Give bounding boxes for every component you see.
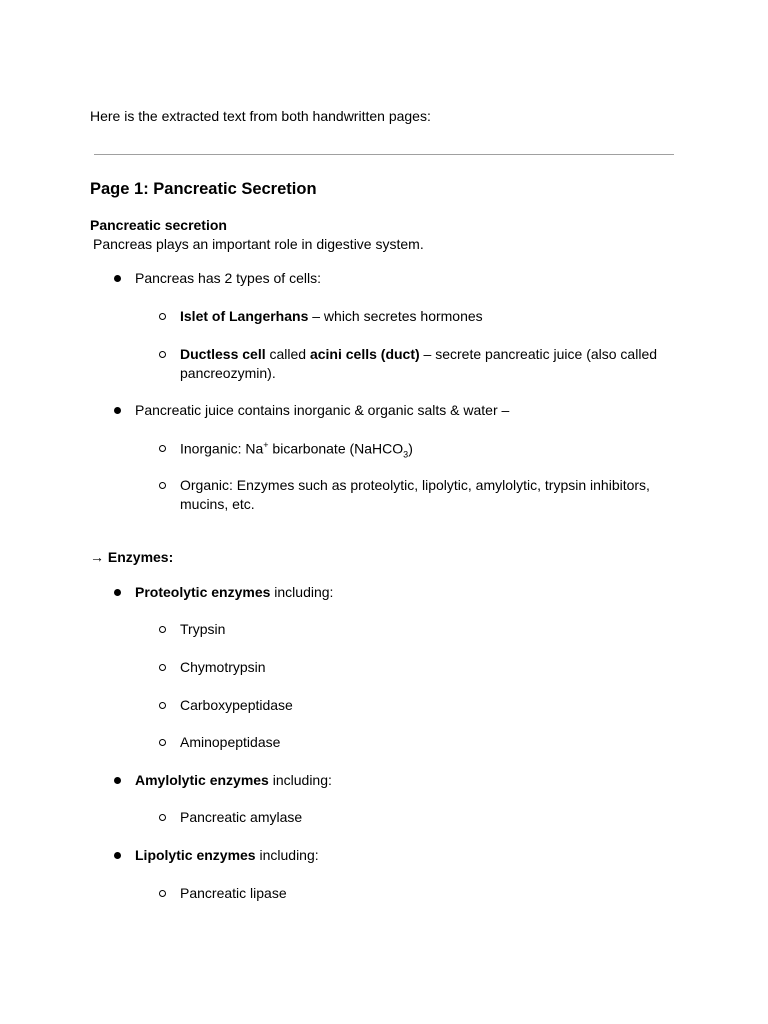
circle-bullet-icon (159, 739, 166, 746)
section-intro: Pancreas plays an important role in digestive system. (93, 236, 424, 252)
circle-bullet-icon (159, 890, 166, 897)
ductless-desc-line2: pancreozymin). (180, 365, 276, 381)
ductless-term: Ductless cell (180, 346, 266, 362)
bullet-dot-icon (114, 589, 121, 596)
acini-term: acini cells (duct) (309, 346, 420, 362)
inorganic-pre: Inorganic: Na (180, 440, 264, 457)
list-item-lipolytic (135, 847, 319, 863)
list-item-trypsin: Trypsin (180, 621, 226, 637)
circle-bullet-icon (159, 313, 166, 320)
list-item-organic-line2: mucins, etc. (180, 496, 255, 512)
bullet-dot-icon (114, 407, 121, 414)
list-item-aminopeptidase: Aminopeptidase (180, 734, 281, 750)
list-item-proteolytic (135, 584, 333, 600)
circle-bullet-icon (159, 351, 166, 358)
proteolytic-term: Proteolytic enzymes (135, 584, 271, 600)
bullet-dot-icon (114, 777, 121, 784)
inorganic-sub: 3 (403, 449, 409, 460)
list-item-inorganic (180, 440, 413, 459)
page-title: Page 1: Pancreatic Secretion (90, 180, 317, 198)
circle-bullet-icon (159, 626, 166, 633)
islet-desc: – which secretes hormones (308, 308, 483, 324)
list-item-pancreatic-amylase: Pancreatic amylase (180, 809, 303, 825)
intro-text: Here is the extracted text from both handwritten pages: (90, 108, 431, 124)
list-item-ductless (180, 346, 657, 362)
list-item-chymotrypsin: Chymotrypsin (180, 659, 266, 675)
islet-term: Islet of Langerhans (180, 308, 309, 324)
circle-bullet-icon (159, 664, 166, 671)
list-item-pancreatic-lipase: Pancreatic lipase (180, 885, 287, 901)
section-title: Pancreatic secretion (90, 217, 227, 233)
circle-bullet-icon (159, 445, 166, 452)
lipolytic-rest: including: (255, 847, 319, 863)
circle-bullet-icon (159, 814, 166, 821)
bullet-dot-icon (114, 275, 121, 282)
lipolytic-term: Lipolytic enzymes (135, 847, 256, 863)
list-item-islet (180, 308, 483, 324)
circle-bullet-icon (159, 702, 166, 709)
list-item-carboxypeptidase: Carboxypeptidase (180, 697, 293, 713)
proteolytic-rest: including: (270, 584, 334, 600)
amylolytic-rest: including: (268, 772, 332, 788)
list-item-amylolytic (135, 772, 332, 788)
ductless-mid: called (265, 346, 310, 362)
list-item-organic-line1: Organic: Enzymes such as proteolytic, lipolytic, amylolytic, trypsin inhibitors, (180, 477, 650, 493)
ductless-desc-line1: – secrete pancreatic juice (also called (419, 346, 658, 362)
inorganic-mid: bicarbonate (NaHCO (268, 440, 404, 457)
enzymes-heading: → Enzymes: (90, 549, 174, 565)
list-item-juice: Pancreatic juice contains inorganic & organic salts & water – (135, 402, 510, 418)
inorganic-end: ) (408, 440, 413, 457)
bullet-dot-icon (114, 852, 121, 859)
inorganic-sup: + (263, 440, 269, 450)
horizontal-rule (94, 154, 674, 155)
amylolytic-term: Amylolytic enzymes (135, 772, 269, 788)
list-item-cells: Pancreas has 2 types of cells: (135, 270, 321, 286)
circle-bullet-icon (159, 482, 166, 489)
